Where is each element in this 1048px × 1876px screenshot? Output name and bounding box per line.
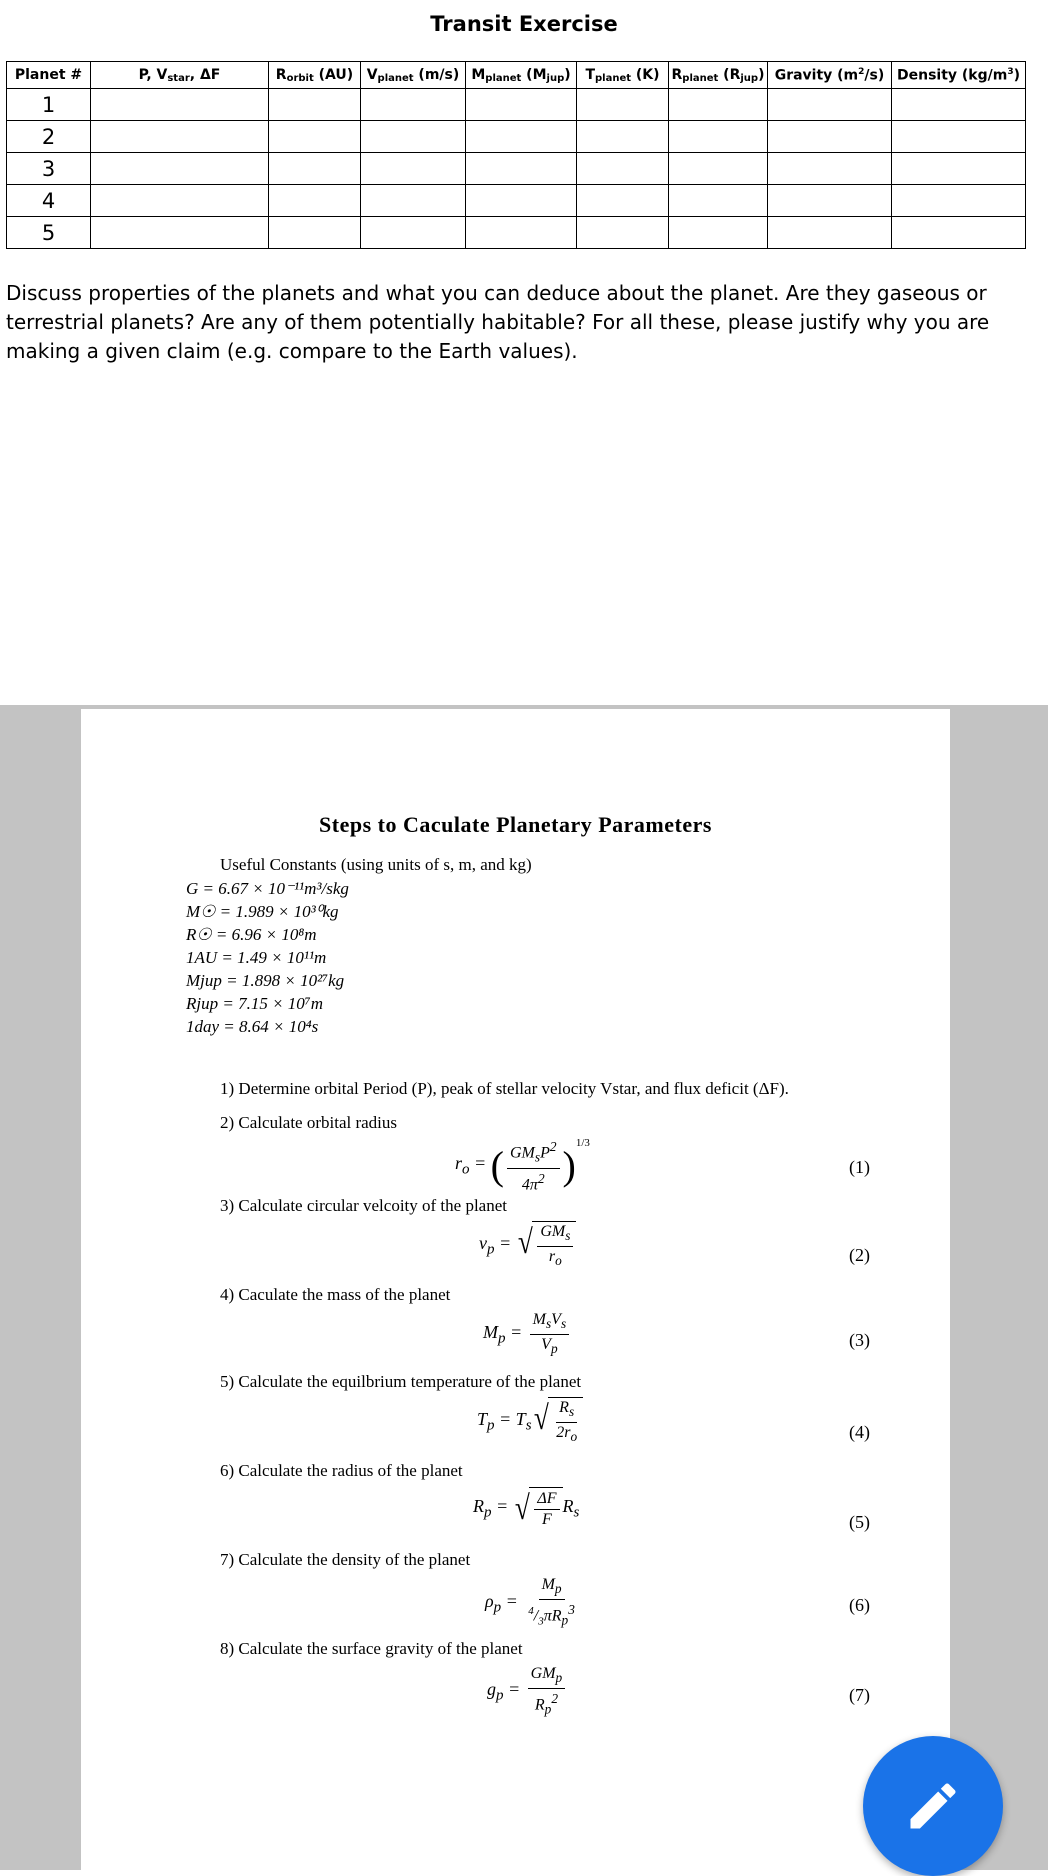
table-cell[interactable]	[669, 89, 768, 121]
table-cell[interactable]	[768, 121, 892, 153]
table-cell[interactable]	[269, 153, 361, 185]
step-3: 3) Calculate circular velcoity of the planet	[220, 1196, 507, 1215]
equation-planet-mass: $M_p$ = $\frac{M_sV_s}{V_p}$	[483, 1310, 572, 1359]
equation-planet-radius: $R_p$ = √ $\frac{\Delta F}{F}$ $R_s$	[473, 1487, 579, 1531]
step-7: 7) Calculate the density of the planet	[220, 1550, 471, 1569]
equation-number: (4)	[849, 1422, 870, 1442]
step-1: 1) Determine orbital Period (P), peak of stellar velocity Vstar, and flux deficit (ΔF).	[220, 1079, 789, 1098]
pdf-page	[81, 709, 950, 1870]
table-cell[interactable]	[577, 121, 669, 153]
constant-g: G = 6.67 × 10⁻¹¹m³/skg	[186, 879, 349, 898]
page-title: Transit Exercise	[430, 12, 618, 36]
col-planet-number: Planet #	[7, 62, 91, 89]
edit-fab-button[interactable]	[863, 1736, 1003, 1876]
planet-number-cell: 2	[7, 121, 91, 153]
step-2: 2) Calculate orbital radius	[220, 1113, 398, 1132]
table-cell[interactable]	[361, 121, 466, 153]
table-cell[interactable]	[669, 121, 768, 153]
col-r-orbit: $R_{orbit}$ (AU)	[269, 62, 361, 89]
table-cell[interactable]	[577, 185, 669, 217]
equation-density: $\rho_p$ = $\frac{M_p}{^4/_3\pi R_p^3}$	[485, 1576, 575, 1628]
constant-jupiter-radius: Rjup = 7.15 × 10⁷m	[186, 994, 323, 1013]
constant-solar-radius: R☉ = 6.96 × 10⁸m	[186, 925, 317, 944]
col-r-planet: $R_{planet}$ $(R_{jup})$	[669, 62, 768, 89]
equation-gravity: $g_p$ = $\frac{GM_p}{R_p^2}$	[487, 1664, 568, 1720]
equation-number: (5)	[849, 1512, 870, 1532]
table-row	[7, 121, 1026, 153]
constant-day: 1day = 8.64 × 10⁴s	[186, 1017, 319, 1036]
table-cell[interactable]	[577, 153, 669, 185]
table-cell[interactable]	[768, 89, 892, 121]
table-cell[interactable]	[669, 217, 768, 249]
table-cell[interactable]	[91, 89, 269, 121]
col-gravity: Gravity $(m^2/s)$	[768, 62, 892, 89]
equation-number: (3)	[849, 1330, 870, 1350]
constant-solar-mass: M☉ = 1.989 × 10³⁰kg	[186, 902, 339, 921]
table-cell[interactable]	[768, 217, 892, 249]
equation-number: (2)	[849, 1245, 870, 1265]
table-cell[interactable]	[269, 185, 361, 217]
table-cell[interactable]	[768, 185, 892, 217]
table-cell[interactable]	[466, 185, 577, 217]
table-row	[7, 153, 1026, 185]
table-cell[interactable]	[892, 217, 1026, 249]
equation-number: (7)	[849, 1685, 870, 1705]
table-header-row	[7, 62, 1026, 89]
table-cell[interactable]	[361, 153, 466, 185]
table-cell[interactable]	[892, 185, 1026, 217]
planet-table	[6, 61, 1026, 249]
col-period-velocity-flux: P, $V_{star}$, ΔF	[91, 62, 269, 89]
step-6: 6) Calculate the radius of the planet	[220, 1461, 463, 1480]
table-cell[interactable]	[269, 89, 361, 121]
table-cell[interactable]	[768, 153, 892, 185]
table-cell[interactable]	[361, 89, 466, 121]
table-cell[interactable]	[577, 89, 669, 121]
planet-number-cell: 3	[7, 153, 91, 185]
table-cell[interactable]	[466, 121, 577, 153]
equation-circular-velocity: $v_p$ = √ $\frac{GM_s}{r_o}$	[479, 1221, 576, 1271]
table-cell[interactable]	[892, 153, 1026, 185]
table-cell[interactable]	[361, 185, 466, 217]
col-t-planet: $T_{planet}$ (K)	[577, 62, 669, 89]
equation-orbital-radius: $r_o$ = ( $\frac{GM_sP^2}{4\pi^2}$ ) $^{1/3}$	[455, 1137, 590, 1193]
table-cell[interactable]	[577, 217, 669, 249]
table-row	[7, 89, 1026, 121]
table-cell[interactable]	[269, 121, 361, 153]
equation-number: (1)	[849, 1157, 870, 1177]
planet-number-cell: 4	[7, 185, 91, 217]
table-cell[interactable]	[466, 217, 577, 249]
discussion-prompt: Discuss properties of the planets and what you can deduce about the planet. Are they gaseous or terrestrial planets? Are any of them potentially habitable? For all these, please justify why you are making a given claim (e.g. compare to the Earth values).	[6, 281, 990, 363]
constants-heading: Useful Constants (using units of s, m, and kg)	[220, 855, 532, 874]
table-cell[interactable]	[669, 153, 768, 185]
table-cell[interactable]	[466, 153, 577, 185]
table-row	[7, 217, 1026, 249]
col-m-planet: $M_{planet}$ $(M_{jup})$	[466, 62, 577, 89]
step-5: 5) Calculate the equilbrium temperature of the planet	[220, 1372, 582, 1391]
step-4: 4) Caculate the mass of the planet	[220, 1285, 451, 1304]
planet-number-cell: 1	[7, 89, 91, 121]
constant-au: 1AU = 1.49 × 10¹¹m	[186, 948, 327, 967]
paper-title: Steps to Caculate Planetary Parameters	[319, 812, 712, 837]
table-cell[interactable]	[361, 217, 466, 249]
pencil-icon	[903, 1776, 963, 1836]
table-cell[interactable]	[91, 121, 269, 153]
table-cell[interactable]	[669, 185, 768, 217]
table-row	[7, 185, 1026, 217]
table-cell[interactable]	[892, 89, 1026, 121]
equation-number: (6)	[849, 1595, 870, 1615]
table-cell[interactable]	[91, 217, 269, 249]
table-cell[interactable]	[892, 121, 1026, 153]
equation-temperature: $T_p = T_s$ √ $\frac{R_s}{2r_o}$	[477, 1397, 583, 1447]
step-8: 8) Calculate the surface gravity of the planet	[220, 1639, 523, 1658]
table-cell[interactable]	[466, 89, 577, 121]
col-density: Density $(kg/m^3)$	[892, 62, 1026, 89]
table-cell[interactable]	[269, 217, 361, 249]
constant-jupiter-mass: Mjup = 1.898 × 10²⁷kg	[186, 971, 345, 990]
planet-number-cell: 5	[7, 217, 91, 249]
table-cell[interactable]	[91, 153, 269, 185]
worksheet-page	[0, 0, 1048, 705]
col-v-planet: $V_{planet}$ (m/s)	[361, 62, 466, 89]
table-cell[interactable]	[91, 185, 269, 217]
